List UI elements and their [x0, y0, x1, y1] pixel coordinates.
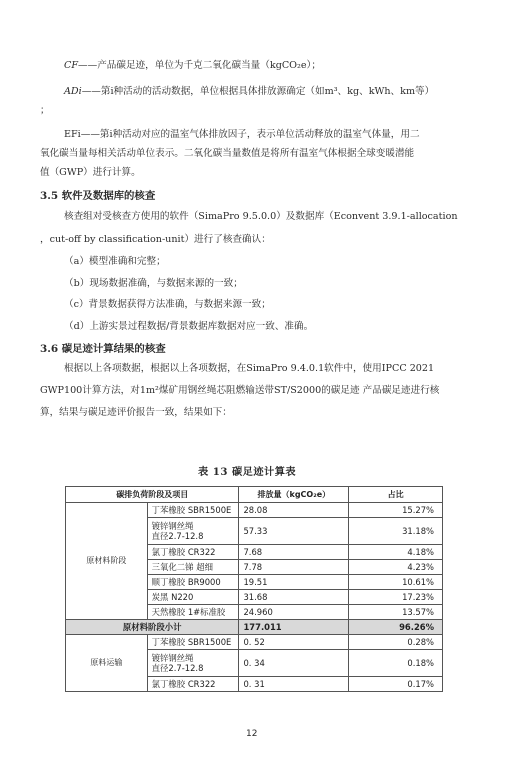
- row-value: 0. 31: [239, 677, 349, 692]
- check-item-a: （a）模型准确和完整；: [64, 256, 166, 267]
- row-share: 31.18%: [349, 518, 443, 545]
- row-item: 丁苯橡胶 SBR1500E: [147, 635, 239, 650]
- row-value: 24.960: [239, 605, 349, 620]
- section-3-5-para-line1: 核查组对受核查方使用的软件（SimaPro 9.5.0.0）及数据库（Econvent 3.9.1-allocation: [64, 211, 458, 222]
- subtotal-label: 原材料阶段小计: [66, 620, 239, 635]
- row-value: 57.33: [239, 518, 349, 545]
- row-item-line2: 直径2.7-12.8: [151, 663, 204, 673]
- header-emission: 排放量（kgCO₂e）: [239, 487, 349, 503]
- row-value: 7.68: [239, 545, 349, 560]
- subtotal-share: 96.26%: [349, 620, 443, 635]
- symbol-adi: ADi: [64, 86, 82, 97]
- table-row: [66, 503, 443, 518]
- definition-efi-line2: 氧化碳当量每相关活动单位表示。二氧化碳当量数值是将所有温室气体根据全球变暖潜能: [40, 148, 415, 159]
- table-row: [66, 635, 443, 650]
- section-3-5-heading: 3.5 软件及数据库的核查: [40, 190, 156, 202]
- row-value: 0. 34: [239, 650, 349, 677]
- subtotal-row: [66, 620, 443, 635]
- row-item: [147, 518, 239, 545]
- row-share: 0.28%: [349, 635, 443, 650]
- header-share: 占比: [349, 487, 443, 503]
- row-item: 氯丁橡胶 CR322: [147, 677, 239, 692]
- row-item: 顺丁橡胶 BR9000: [147, 575, 239, 590]
- row-item: 三氧化二锑 超细: [147, 560, 239, 575]
- row-value: 0. 52: [239, 635, 349, 650]
- definition-cf-text: ——产品碳足迹，单位为千克二氧化碳当量（kgCO₂e）；: [78, 60, 321, 71]
- table-title: 表 13 碳足迹计算表: [198, 466, 297, 478]
- section-3-6-para-line2: GWP100计算方法，对1m²煤矿用钢丝绳芯阻燃输送带ST/S2000的碳足迹 产品碳足迹进行核: [40, 385, 440, 396]
- row-share: 15.27%: [349, 503, 443, 518]
- row-share: 0.17%: [349, 677, 443, 692]
- definition-adi-text: ——第i种活动的活动数据，单位根据具体排放源确定（如m³、kg、kWh、km等）: [81, 86, 435, 97]
- row-item: 炭黑 N220: [147, 590, 239, 605]
- row-share: 4.18%: [349, 545, 443, 560]
- row-item: 天然橡胶 1#标准胶: [147, 605, 239, 620]
- row-share: 13.57%: [349, 605, 443, 620]
- section-3-6-para-line1: 根据以上各项数据，根据以上各项数据，在SimaPro 9.4.0.1软件中，使用IPCC 2021: [64, 363, 435, 374]
- row-item-line1: 镀锌钢丝绳: [151, 653, 194, 663]
- carbon-footprint-table: [65, 486, 443, 692]
- table-header-row: [66, 487, 443, 503]
- symbol-cf: CF: [64, 60, 78, 71]
- stage-transport: 原料运输: [66, 635, 148, 692]
- row-value: 31.68: [239, 590, 349, 605]
- row-value: 7.78: [239, 560, 349, 575]
- section-3-6-heading: 3.6 碳足迹计算结果的核查: [40, 343, 166, 355]
- row-item: 丁苯橡胶 SBR1500E: [147, 503, 239, 518]
- header-stage-item: 碳排负荷阶段及项目: [66, 487, 239, 503]
- row-item: 氯丁橡胶 CR322: [147, 545, 239, 560]
- check-item-d: （d）上游实景过程数据/背景数据库数据对应一致、准确。: [64, 321, 314, 332]
- row-value: 28.08: [239, 503, 349, 518]
- check-item-b: （b）现场数据准确，与数据来源的一致；: [64, 278, 243, 289]
- stage-raw-material: 原材料阶段: [66, 503, 148, 620]
- subtotal-value: 177.011: [239, 620, 349, 635]
- row-share: 10.61%: [349, 575, 443, 590]
- definition-cf: [64, 60, 321, 72]
- definition-efi-line1: EFi——第i种活动对应的温室气体排放因子，表示单位活动释放的温室气体量，用二: [64, 129, 420, 140]
- row-share: 0.18%: [349, 650, 443, 677]
- row-item-line1: 镀锌钢丝绳: [151, 521, 194, 531]
- page-number: 12: [246, 729, 258, 739]
- row-share: 4.23%: [349, 560, 443, 575]
- row-share: 17.23%: [349, 590, 443, 605]
- row-value: 19.51: [239, 575, 349, 590]
- row-item: [147, 650, 239, 677]
- check-item-c: （c）背景数据获得方法准确，与数据来源一致；: [64, 299, 271, 310]
- section-3-6-para-line3: 算，结果与碳足迹评价报告一致，结果如下：: [40, 407, 232, 418]
- section-3-5-para-line2: ，cut-off by classification-unit）进行了核查确认：: [40, 234, 271, 245]
- row-item-line2: 直径2.7-12.8: [151, 531, 204, 541]
- definition-adi: [64, 86, 434, 98]
- adi-semicolon: ；: [40, 105, 50, 116]
- definition-efi-line3: 值（GWP）进行计算。: [40, 167, 141, 178]
